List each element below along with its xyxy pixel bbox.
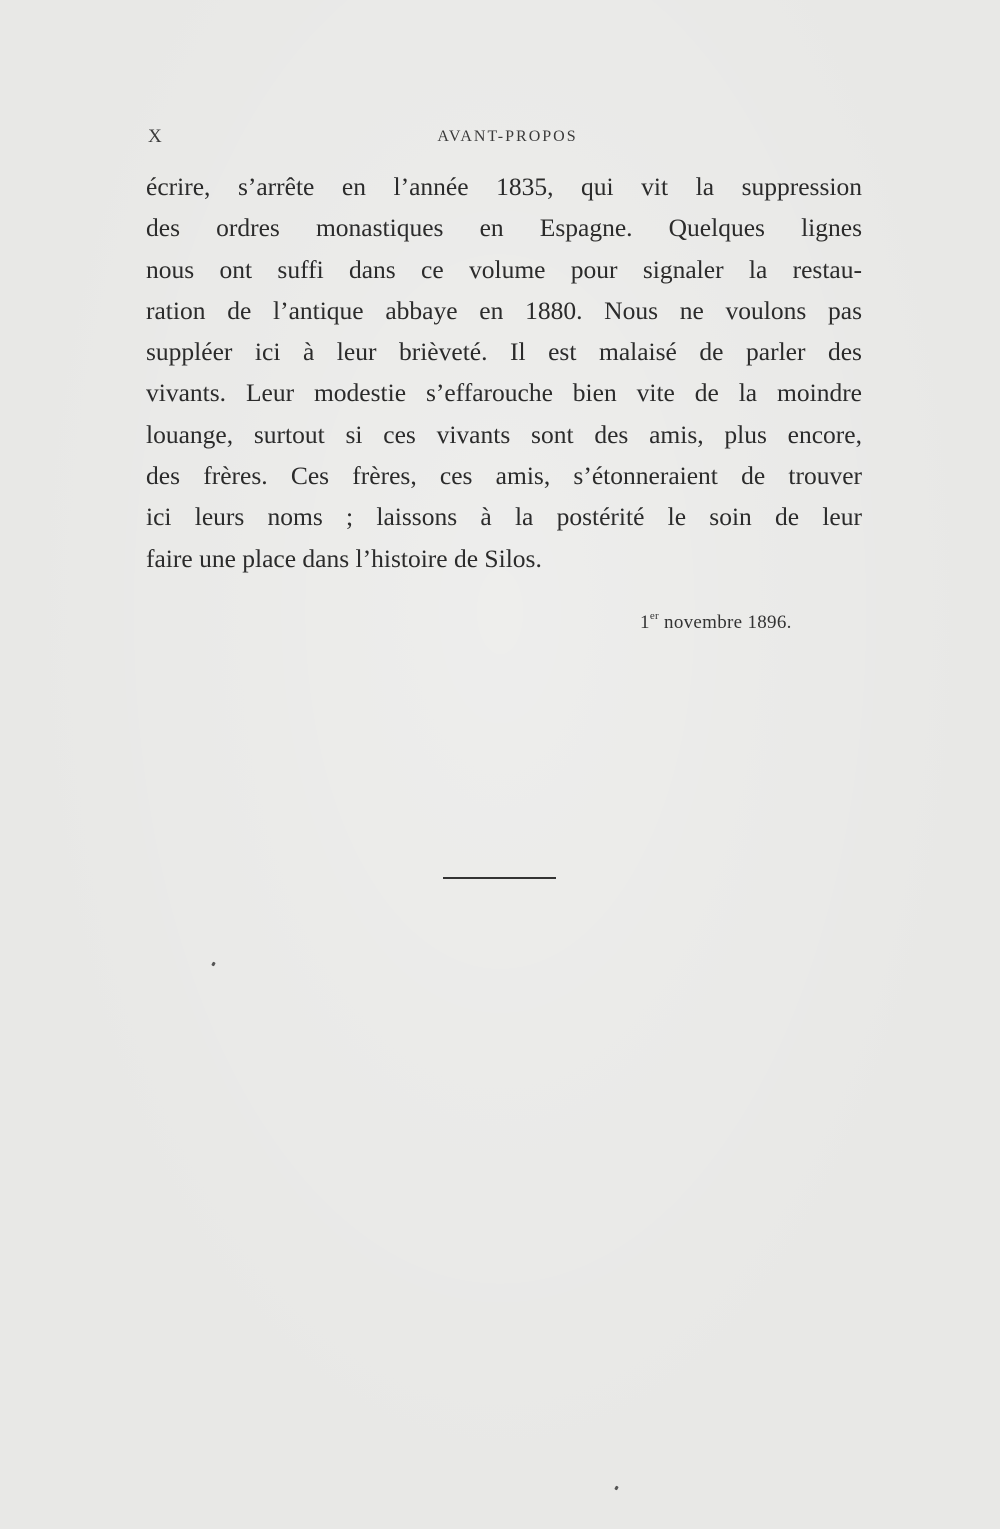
text-line: louange, surtout si ces vivants sont des amis, plus encore, xyxy=(146,419,862,449)
date-day-suffix: er xyxy=(649,610,659,622)
text-line: des frères. Ces frères, ces amis, s’étonneraient de trouver xyxy=(146,461,862,491)
date-rest: novembre 1896. xyxy=(658,612,792,633)
text-line: nous ont suffi dans ce volume pour signaler la restau- xyxy=(146,254,862,284)
text-line: faire une place dans l’histoire de Silos. xyxy=(146,543,542,573)
page-number: X xyxy=(148,126,163,147)
date-signature xyxy=(640,612,792,634)
text-line: ration de l’antique abbaye en 1880. Nous ne voulons pas xyxy=(146,295,862,325)
text-line: suppléer ici à leur brièveté. Il est malaisé de parler des xyxy=(146,337,862,367)
section-title: AVANT-PROPOS xyxy=(437,128,578,145)
text-line: ici leurs noms ; laissons à la postérité le soin de leur xyxy=(146,502,862,532)
text-line: vivants. Leur modestie s’effarouche bien vite de la moindre xyxy=(146,378,862,408)
body-paragraph xyxy=(146,166,862,579)
text-line: des ordres monastiques en Espagne. Quelques lignes xyxy=(146,213,862,243)
text-line: écrire, s’arrête en l’année 1835, qui vit la suppression xyxy=(146,172,862,201)
running-head xyxy=(145,126,860,150)
date-day: 1 xyxy=(640,612,650,633)
ink-speck xyxy=(211,962,216,967)
ink-speck xyxy=(614,1486,619,1491)
closing-rule xyxy=(443,877,556,879)
